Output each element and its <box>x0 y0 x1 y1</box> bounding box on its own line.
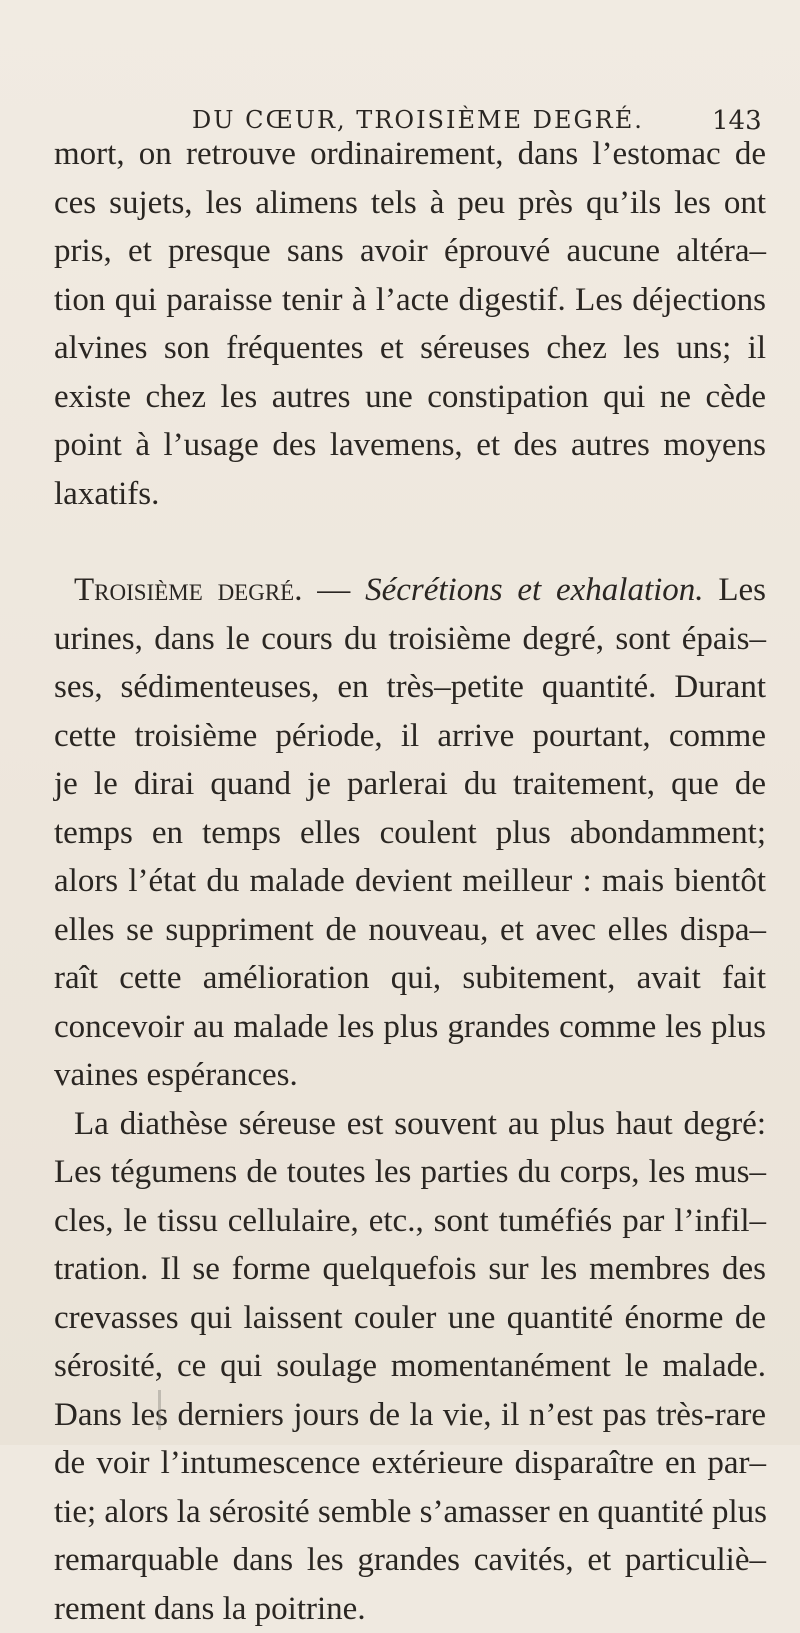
text-line: tion qui paraisse tenir à l’acte digestif. Les déjections <box>54 276 766 325</box>
text-line: alors l’état du malade devient meilleur : mais bientôt <box>54 857 766 906</box>
paragraph-2 <box>54 566 766 1100</box>
text-line: Les tégumens de toutes les parties du corps, les mus– <box>54 1148 766 1197</box>
text-line: point à l’usage des lavemens, et des autres moyens <box>54 421 766 470</box>
paper-mark <box>158 1390 161 1430</box>
text-line: alvines son fréquentes et séreuses chez les uns; il <box>54 324 766 373</box>
text-line: Dans les derniers jours de la vie, il n’est pas très-rare <box>54 1391 766 1440</box>
text-line: remarquable dans les grandes cavités, et particuliè– <box>54 1536 766 1585</box>
text-line: ces sujets, les alimens tels à peu près qu’ils les ont <box>54 179 766 228</box>
paragraph-3 <box>54 1100 766 1633</box>
section-heading: Troisième degré. <box>74 572 302 608</box>
text-line: mort, on retrouve ordinairement, dans l’estomac de <box>54 130 766 179</box>
text-line: existe chez les autres une constipation qui ne cède <box>54 373 766 422</box>
text-line: cette troisième période, il arrive pourtant, comme <box>54 712 766 761</box>
page-number: 143 <box>712 106 762 136</box>
text-line: tie; alors la sérosité semble s’amasser en quantité plus <box>54 1488 766 1537</box>
paragraph-gap <box>54 518 766 566</box>
text-line: temps en temps elles coulent plus abondamment; <box>54 809 766 858</box>
text-line: pris, et presque sans avoir éprouvé aucune altéra– <box>54 227 766 276</box>
text-line: cles, le tissu cellulaire, etc., sont tuméfiés par l’infil– <box>54 1197 766 1246</box>
text-line: crevasses qui laissent couler une quantité énorme de <box>54 1294 766 1343</box>
heading-line-rest: Les <box>704 572 766 608</box>
text-line: tration. Il se forme quelquefois sur les membres des <box>54 1245 766 1294</box>
text-line: elles se suppriment de nouveau, et avec elles dispa– <box>54 906 766 955</box>
running-title: DU CŒUR, TROISIÈME DEGRÉ. <box>192 106 644 134</box>
heading-dash: — <box>302 572 365 608</box>
text-line: raît cette amélioration qui, subitement, avait fait <box>54 954 766 1003</box>
text-line: La diathèse séreuse est souvent au plus haut degré: <box>54 1100 766 1149</box>
text-line: sérosité, ce qui soulage momentanément le malade. <box>54 1342 766 1391</box>
text-line: de voir l’intumescence extérieure disparaître en par– <box>54 1439 766 1488</box>
text-line: urines, dans le cours du troisième degré, sont épais– <box>54 615 766 664</box>
section-subject: Sécrétions et exhalation. <box>365 572 703 608</box>
text-line: concevoir au malade les plus grandes comme les plus <box>54 1003 766 1052</box>
text-line: laxatifs. <box>54 470 766 519</box>
text-line: ses, sédimenteuses, en très–petite quantité. Durant <box>54 663 766 712</box>
text-line: rement dans la poitrine. <box>54 1585 766 1633</box>
text-line: vaines espérances. <box>54 1051 766 1100</box>
paragraph-1 <box>54 130 766 518</box>
text-line: je le dirai quand je parlerai du traitement, que de <box>54 760 766 809</box>
section-heading-line <box>54 566 766 615</box>
